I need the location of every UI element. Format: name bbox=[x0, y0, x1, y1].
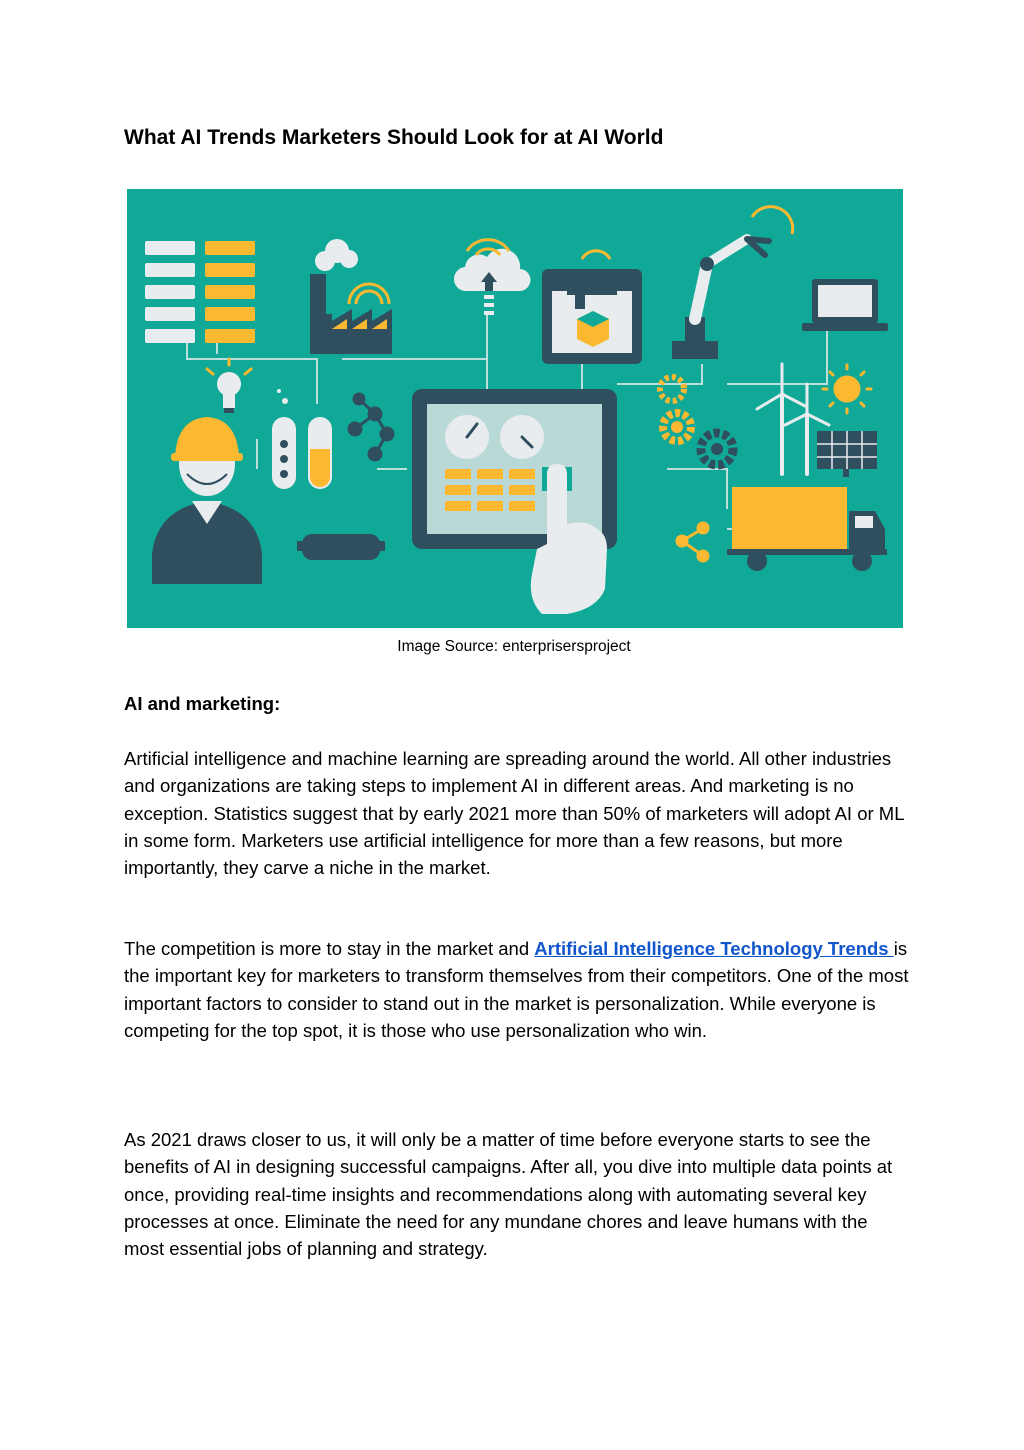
paragraph-competition bbox=[124, 935, 909, 1044]
paragraph-ai-adoption: Artificial intelligence and machine learning are spreading around the world. All other industries and organizations are taking steps to implement AI in different areas. And marketing is no exception. Statistics suggest that by early 2021 more than 50% of marketers will adopt AI or ML in some form. Marketers use artificial intelligence for more than a few reasons, but more importantly, they carve a niche in the market. bbox=[124, 748, 904, 879]
vr-goggles-icon bbox=[297, 534, 385, 560]
ai-industry-illustration bbox=[127, 189, 903, 628]
paragraph-campaign-benefits: As 2021 draws closer to us, it will only be a matter of time before everyone starts to see the benefits of AI in designing successful campaigns. After all, you dive into multiple data points at once, providing real-time insights and recommendations along with automating several key processes at once. Eliminate the need for any mundane chores and leave humans with the most essential jobs of planning and strategy. bbox=[124, 1129, 893, 1260]
image-caption: Image Source: enterprisersproject bbox=[397, 638, 631, 655]
paragraph-text-after-link: is the important key for marketers to transform themselves from their competitors. One of the most important factors to consider to stand out in the market is personalization. While everyone is competing for the top spot, it is those who use personalization who win. bbox=[124, 938, 909, 1041]
section-heading: AI and marketing: bbox=[124, 693, 281, 714]
article-title: What AI Trends Marketers Should Look for at AI World bbox=[124, 126, 664, 149]
paragraph-text-before-link: The competition is more to stay in the market and bbox=[124, 938, 535, 959]
ai-technology-trends-link[interactable]: Artificial Intelligence Technology Trends bbox=[534, 938, 894, 959]
laptop-icon bbox=[802, 279, 888, 331]
